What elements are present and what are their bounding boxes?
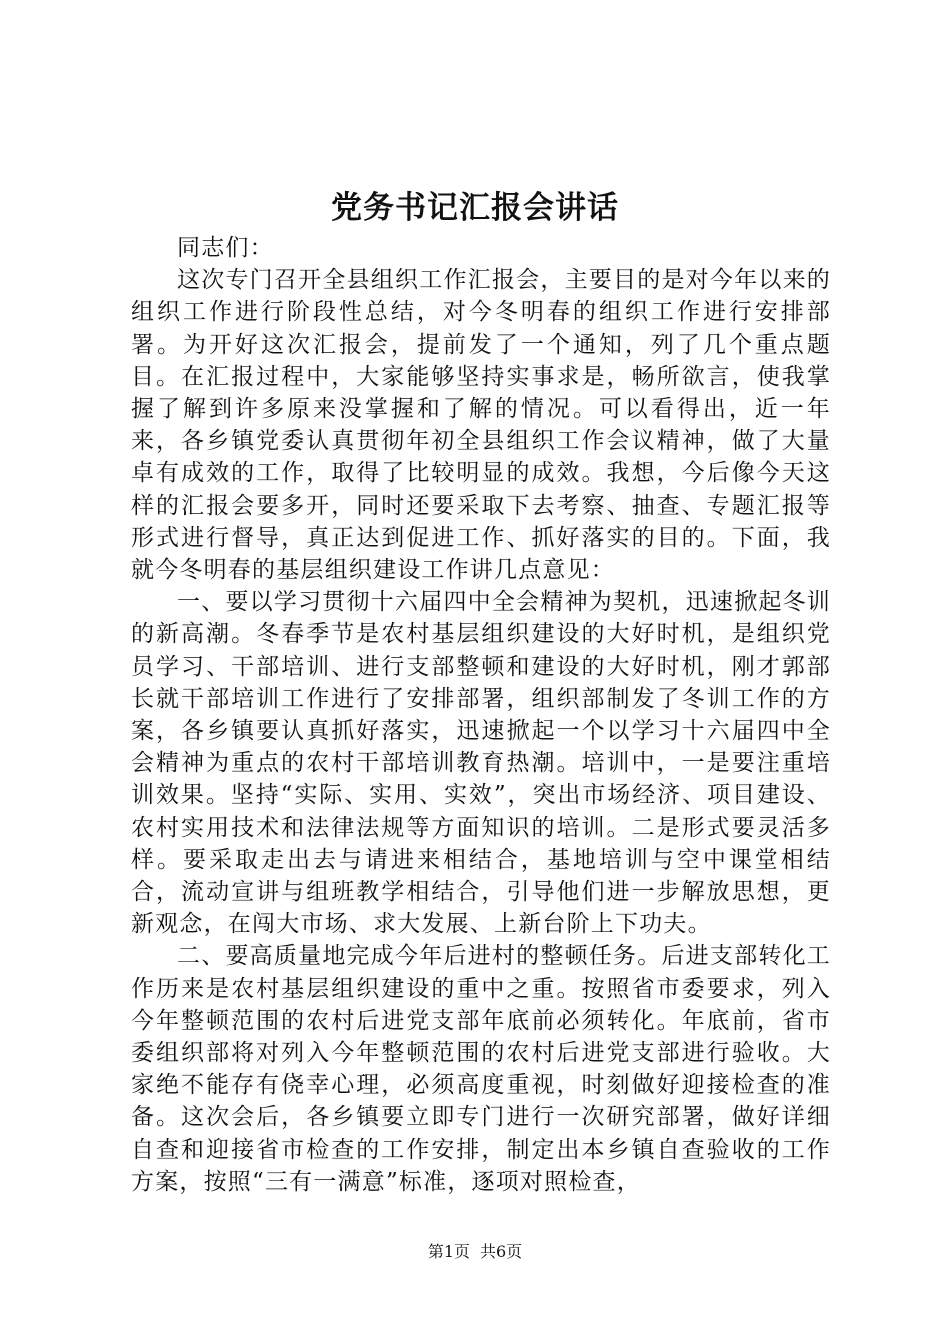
document-body: [131, 232, 831, 1198]
page-footer: [0, 1240, 950, 1264]
document-title: 党务书记汇报会讲话: [331, 190, 619, 226]
salutation: 同志们：: [177, 235, 274, 261]
paragraph-intro: 这次专门召开全县组织工作汇报会，主要目的是对今年以来的组织工作进行阶段性总结，对今冬明春的组织工作进行安排部署。为开好这次汇报会，提前发了一个通知，列了几个重点题目。在汇报过程中，大家能够坚持实事求是，畅所欲言，使我掌握了解到许多原来没掌握和了解的情况。可以看得出，近一年来，各乡镇党委认真贯彻年初全县组织工作会议精神，做了大量卓有成效的工作，取得了比较明显的成效。我想，今后像今天这样的汇报会要多开，同时还要采取下去考察、抽查、专题汇报等形式进行督导，真正达到促进工作、抓好落实的目的。下面，我就今冬明春的基层组织建设工作讲几点意见：: [131, 267, 831, 584]
paragraph-point-two: 二、要高质量地完成今年后进村的整顿任务。后进支部转化工作历来是农村基层组织建设的重中之重。按照省市委要求，列入今年整顿范围的农村后进党支部年底前必须转化。年底前，省市委组织部将对列入今年整顿范围的农村后进党支部进行验收。大家绝不能存有侥幸心理，必须高度重视，时刻做好迎接检查的准备。这次会后，各乡镇要立即专门进行一次研究部署，做好详细自查和迎接省市检查的工作安排，制定出本乡镇自查验收的工作方案，按照“三有一满意”标准，逐项对照检查，: [131, 943, 831, 1195]
paragraph-point-one: 一、要以学习贯彻十六届四中全会精神为契机，迅速掀起冬训的新高潮。冬春季节是农村基层组织建设的大好时机，是组织党员学习、干部培训、进行支部整顿和建设的大好时机，刚才郭部长就干部培训工作进行了安排部署，组织部制发了冬训工作的方案，各乡镇要认真抓好落实，迅速掀起一个以学习十六届四中全会精神为重点的农村干部培训教育热潮。培训中，一是要注重培训效果。坚持“实际、实用、实效”，突出市场经济、项目建设、农村实用技术和法律法规等方面知识的培训。二是形式要灵活多样。要采取走出去与请进来相结合，基地培训与空中课堂相结合，流动宣讲与组班教学相结合，引导他们进一步解放思想，更新观念，在闯大市场、求大发展、上新台阶上下功夫。: [131, 589, 831, 938]
page-total: 共6页: [480, 1242, 523, 1261]
page-number: 第1页: [427, 1242, 470, 1261]
